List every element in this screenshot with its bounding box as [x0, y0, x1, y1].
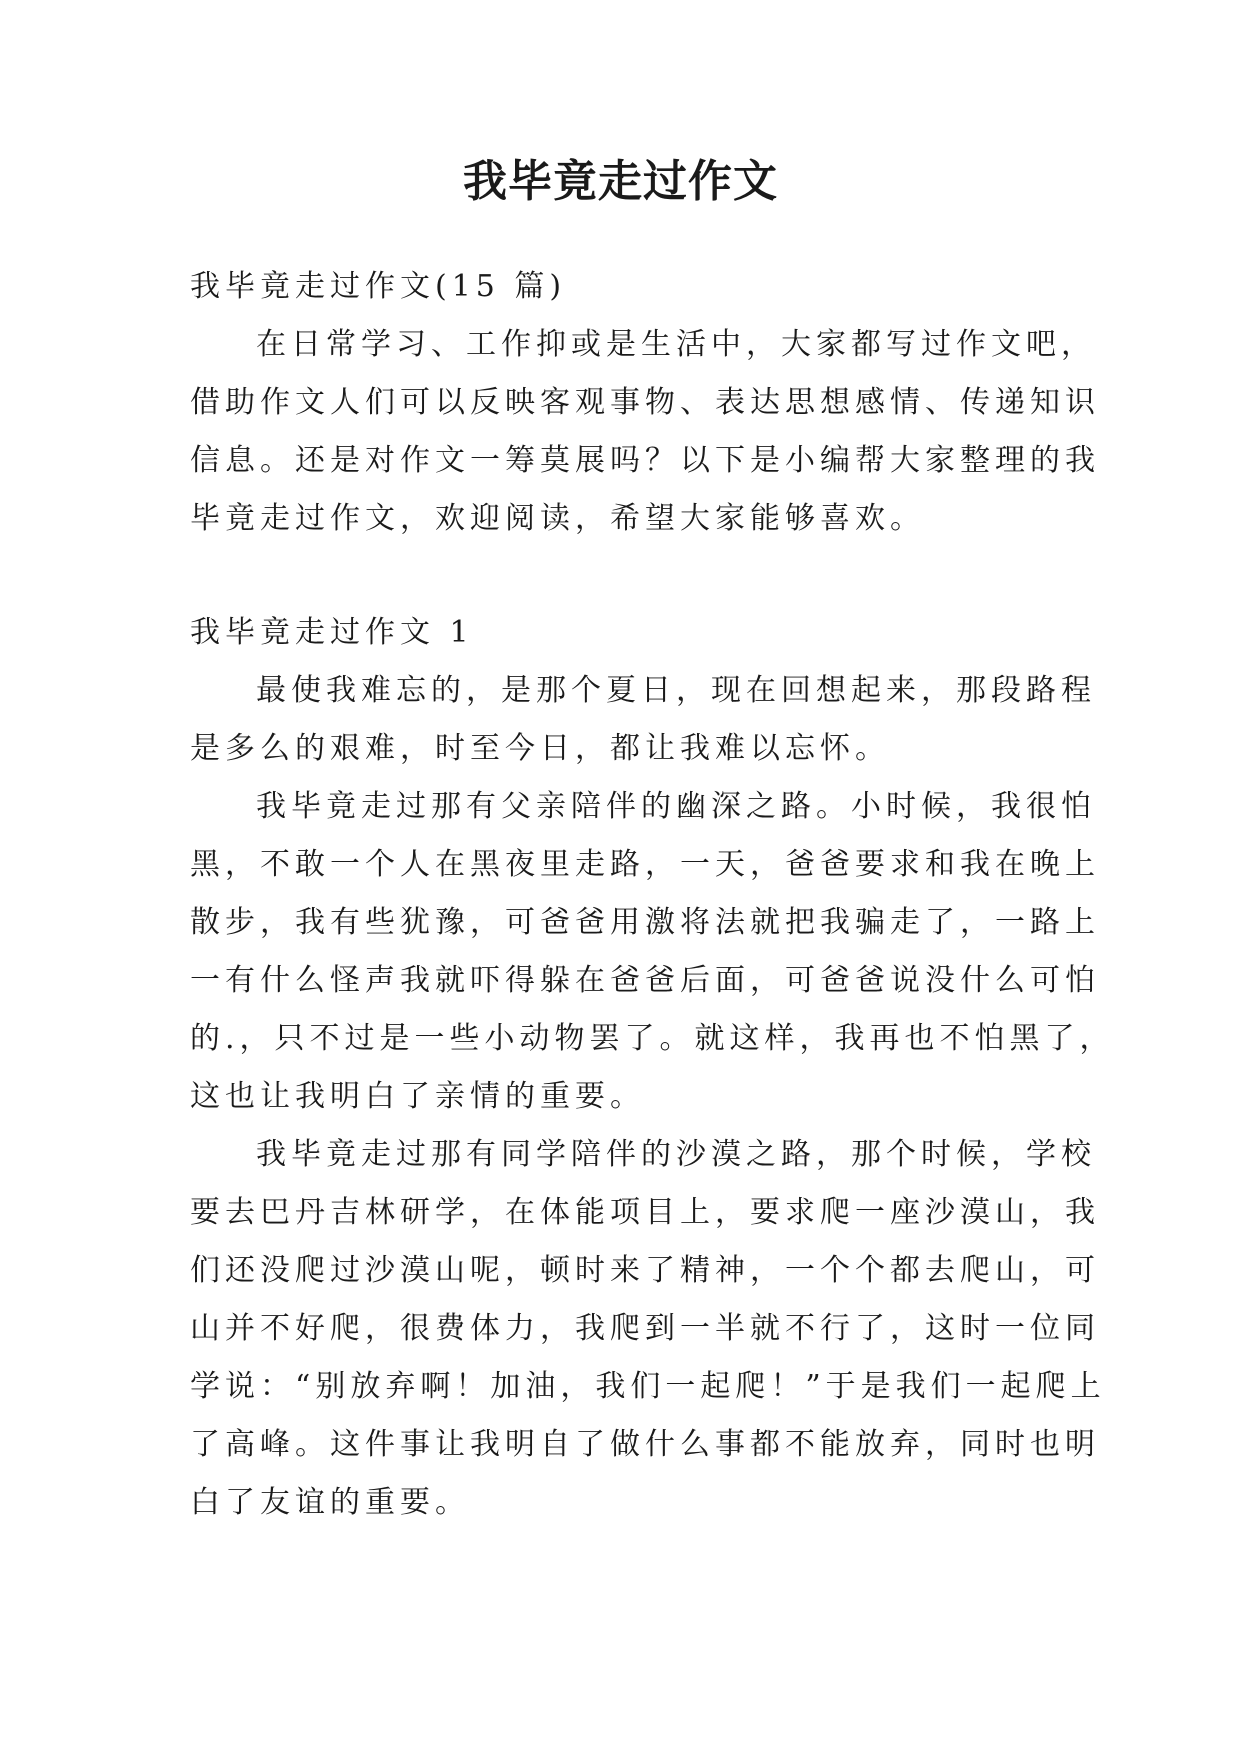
text-line: 学说：“别放弃啊！加油，我们一起爬！”于是我们一起爬上	[190, 1369, 1106, 1404]
text-line: 山并不好爬，很费体力，我爬到一半就不行了，这时一位同	[190, 1311, 1100, 1346]
text-line: 了高峰。这件事让我明自了做什么事都不能放弃，同时也明	[190, 1427, 1100, 1462]
text-line: 毕竟走过作文，欢迎阅读，希望大家能够喜欢。	[190, 501, 925, 536]
text-line: 要去巴丹吉林研学，在体能项目上，要求爬一座沙漠山，我	[190, 1195, 1100, 1230]
document-title: 我毕竟走过作文	[463, 156, 778, 207]
intro-paragraph	[190, 316, 1100, 548]
text-line: 一有什么怪声我就吓得躲在爸爸后面，可爸爸说没什么可怕	[190, 963, 1100, 998]
section-heading: 我毕竟走过作文 1	[190, 615, 474, 650]
text-line: 我毕竟走过那有同学陪伴的沙漠之路，那个时候，学校	[256, 1137, 1096, 1172]
paragraph-1	[190, 662, 1096, 778]
paragraph-3	[190, 1126, 1106, 1532]
text-line: 黑，不敢一个人在黑夜里走路，一天，爸爸要求和我在晚上	[190, 847, 1100, 882]
text-line: 借助作文人们可以反映客观事物、表达思想感情、传递知识	[190, 385, 1100, 420]
text-line: 是多么的艰难，时至今日，都让我难以忘怀。	[190, 731, 890, 766]
text-line: 散步，我有些犹豫，可爸爸用激将法就把我骗走了，一路上	[190, 905, 1100, 940]
document-body	[190, 258, 1115, 1532]
text-line: 白了友谊的重要。	[190, 1485, 470, 1520]
paragraph-2	[190, 778, 1115, 1126]
text-line: 这也让我明白了亲情的重要。	[190, 1079, 645, 1114]
text-line: 信息。还是对作文一筹莫展吗？以下是小编帮大家整理的我	[190, 443, 1100, 478]
intro-heading: 我毕竟走过作文(15 篇)	[190, 269, 567, 304]
text-line: 们还没爬过沙漠山呢，顿时来了精神，一个个都去爬山，可	[190, 1253, 1100, 1288]
section-gap	[190, 548, 1060, 604]
text-line: 的.，只不过是一些小动物罢了。就这样，我再也不怕黑了，	[190, 1021, 1115, 1056]
text-line: 我毕竟走过那有父亲陪伴的幽深之路。小时候，我很怕	[256, 789, 1096, 824]
text-line: 在日常学习、工作抑或是生活中，大家都写过作文吧，	[256, 327, 1096, 362]
text-line: 最使我难忘的，是那个夏日，现在回想起来，那段路程	[256, 673, 1096, 708]
